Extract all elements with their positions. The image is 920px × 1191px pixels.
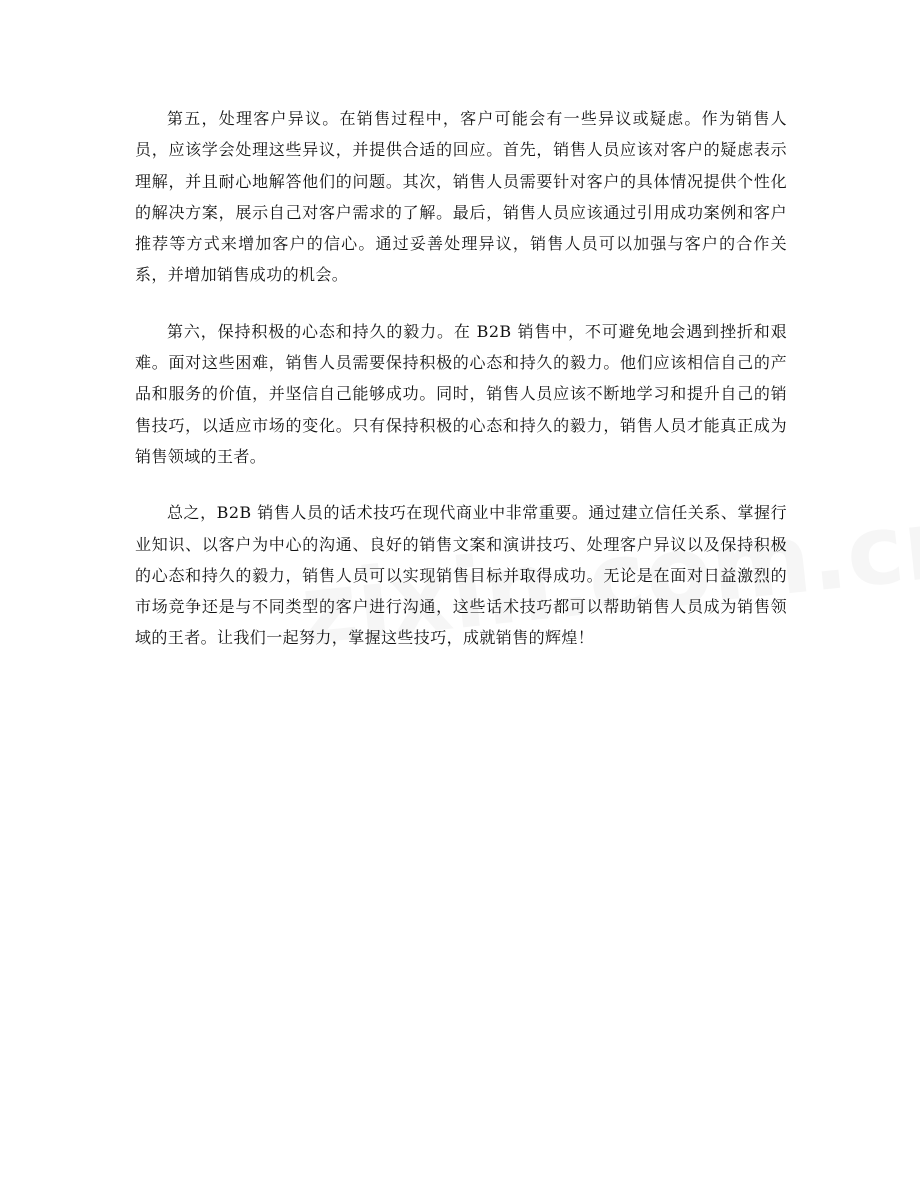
paragraph-fifth-handle-objections: 第五，处理客户异议。在销售过程中，客户可能会有一些异议或疑虑。作为销售人员，应该学会处理这些异议，并提供合适的回应。首先，销售人员应该对客户的疑虑表示理解，并且耐心地解答他们的问题。其次，销售人员需要针对客户的具体情况提供个性化的解决方案，展示自己对客户需求的了解。最后，销售人员应该通过引用成功案例和客户推荐等方式来增加客户的信心。通过妥善处理异议，销售人员可以加强与客户的合作关系，并增加销售成功的机会。: [135, 109, 787, 285]
paragraph-sixth-positive-attitude: 第六，保持积极的心态和持久的毅力。在 B2B 销售中，不可避免地会遇到挫折和艰难。面对这些困难，销售人员需要保持积极的心态和持久的毅力。他们应该相信自己的产品和服务的价值，并坚信自己能够成功。同时，销售人员应该不断地学习和提升自己的销售技巧，以适应市场的变化。只有保持积极的心态和持久的毅力，销售人员才能真正成为销售领域的王者。: [135, 321, 787, 466]
paragraph-conclusion: 总之，B2B 销售人员的话术技巧在现代商业中非常重要。通过建立信任关系、掌握行业知识、以客户为中心的沟通、良好的销售文案和演讲技巧、处理客户异议以及保持积极的心态和持久的毅力，销售人员可以实现销售目标并取得成功。无论是在面对日益激烈的市场竞争还是与不同类型的客户进行沟通，这些话术技巧都可以帮助销售人员成为销售领域的王者。让我们一起努力，掌握这些技巧，成就销售的辉煌！: [135, 503, 787, 648]
document-body: [135, 103, 787, 679]
